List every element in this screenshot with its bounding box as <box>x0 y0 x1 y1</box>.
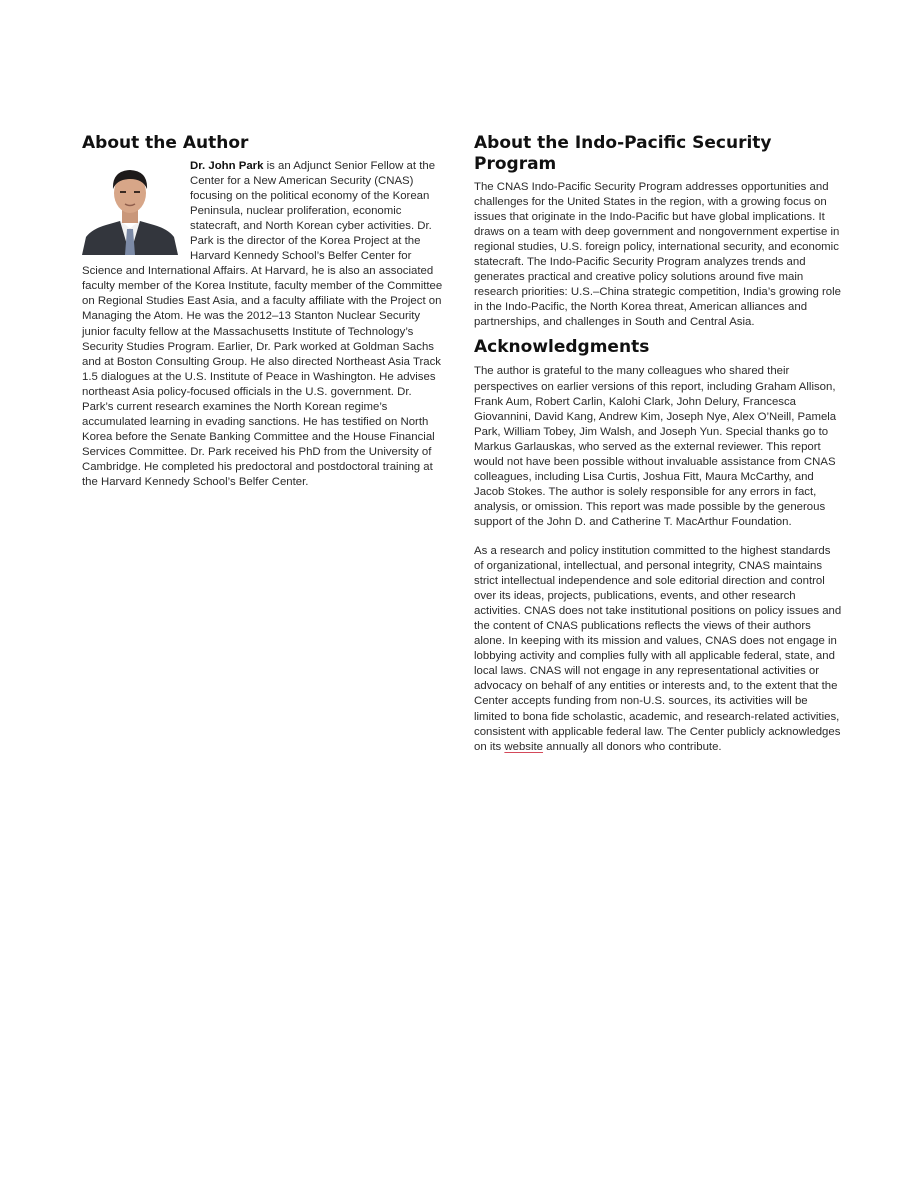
author-photo <box>82 159 178 255</box>
about-author-section <box>82 133 444 490</box>
independence-disclaimer <box>474 544 842 755</box>
website-link[interactable]: website <box>504 740 544 753</box>
acknowledgments-heading: Acknowledgments <box>474 337 650 358</box>
right-column <box>474 133 842 755</box>
acknowledgments-text: The author is grateful to the many colleagues who shared their perspectives on earlier versions of this report, including Graham Allison, Frank Aum, Robert Carlin, Kalohi Clark, John Delury, Francesca Giovannini, David Kang, Andrew Kim, Joseph Nye, Alex O’Neill, Pamela Park, William Tobey, Jim Walsh, and Joseph Yun. Special thanks go to Markus Garlauskas, who served as the external reviewer. This report would not have been possible without invaluable assistance from CNAS colleagues, including Lisa Curtis, Joshua Fitt, Maura McCarthy, and Jacob Stokes. The author is solely responsible for any errors in fact, analysis, or omission. This report was made possible by the generous support of the John D. and Catherine T. MacArthur Foundation. <box>474 365 837 528</box>
about-author-heading: About the Author <box>82 133 249 153</box>
author-name: Dr. John Park <box>190 160 264 172</box>
author-bio <box>82 159 444 490</box>
program-heading: About the Indo-Pacific Security Program <box>474 133 772 174</box>
author-bio-text: is an Adjunct Senior Fellow at the Center for a New American Security (CNAS) focusing on the political economy of the Korean Peninsula, nuclear proliferation, economic statecraft, and North Korean cyber activities. Dr. Park is the director of the Korea Project at the Harvard Kennedy School’s Belfer Center for Science and International Affairs. At Harvard, he is also an associated faculty member of the Korea Institute, faculty member of the Committee on Regional Studies East Asia, and a faculty affiliate with the Project on Managing the Atom. He was the 2012–13 Stanton Nuclear Security junior faculty fellow at the Massachusetts Institute of Technology’s Security Studies Program. Earlier, Dr. Park worked at Goldman Sachs and at Boston Consulting Group. He also directed Northeast Asia Track 1.5 dialogues at the U.S. Institute of Peace in Washington. He advises northeast Asia policy-focused officials in the U.S. government. Dr. Park’s current research examines the North Korean regime’s accumulated learning in evading sanctions. He has testified on North Korea before the Senate Banking Committee and the House Financial Services Committee. Dr. Park received his PhD from the University of Cambridge. He completed his predoctoral and postdoctoral training at the Harvard Kennedy School’s Belfer Center. <box>82 160 443 488</box>
program-text: The CNAS Indo-Pacific Security Program addresses opportunities and challenges for the United States in the region, with a growing focus on issues that originate in the Indo-Pacific but have global implications. It draws on a team with deep government and nongovernment expertise in regional studies, U.S. foreign policy, international security, and economic statecraft. The Indo-Pacific Security Program analyzes trends and generates practical and creative policy solutions around five main research priorities: U.S.–China strategic competition, India’s growing role in the Indo-Pacific, the North Korea threat, American alliances and partnerships, and challenges in South and Central Asia. <box>474 181 841 329</box>
disclaimer-text-end: annually all donors who contribute. <box>543 740 722 753</box>
disclaimer-text: As a research and policy institution committed to the highest standards of organizational, intellectual, and personal integrity, CNAS maintains strict intellectual independence and sole editorial direction and control over its ideas, projects, publications, events, and other research activities. CNAS does not take institutional positions on policy issues and the content of CNAS publications reflects the views of their authors alone. In keeping with its mission and values, CNAS does not engage in lobbying activity and complies fully with all applicable federal, state, and local laws. CNAS will not engage in any representational activities or advocacy on behalf of any entities or interests and, to the extent that the Center accepts funding from non-U.S. sources, its activities will be limited to bona fide scholastic, academic, and research-related activities, consistent with applicable federal law. The Center publicly acknowledges on its <box>474 544 842 753</box>
